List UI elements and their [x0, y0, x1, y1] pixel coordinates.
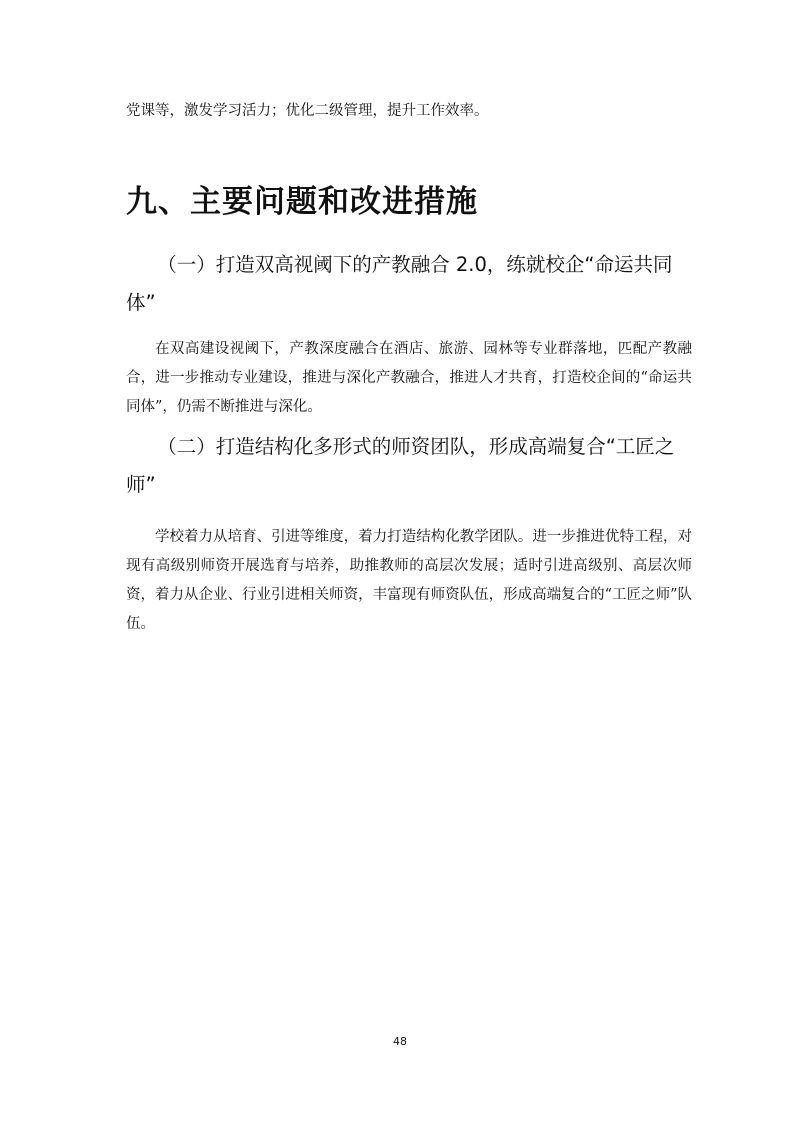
continuation-paragraph: 党课等，激发学习活力；优化二级管理，提升工作效率。 [126, 103, 489, 119]
subsection-heading-1: （一）打造双高视阈下的产教融合 2.0，练就校企“命运共同体” [126, 253, 673, 314]
section-title: 九、主要问题和改进措施 [126, 184, 478, 220]
subsection-body-2: 学校着力从培育、引进等维度，着力打造结构化教学团队。进一步推进优特工程，对现有高级别师资开展选育与培养，助推教师的高层次发展；适时引进高级别、高层次师资，着力从企业、行业引进相关师资，丰富现有师资队伍，形成高端复合的“工匠之师”队伍。 [126, 529, 692, 632]
page-number: 48 [393, 1035, 407, 1048]
subsection-body-1: 在双高建设视阈下，产教深度融合在酒店、旅游、园林等专业群落地，匹配产教融合，进一步推动专业建设，推进与深化产教融合，推进人才共育，打造校企间的“命运共同体”，仍需不断推进与深化。 [126, 341, 692, 415]
subsection-heading-2: （二）打造结构化多形式的师资团队，形成高端复合“工匠之师” [126, 435, 675, 496]
